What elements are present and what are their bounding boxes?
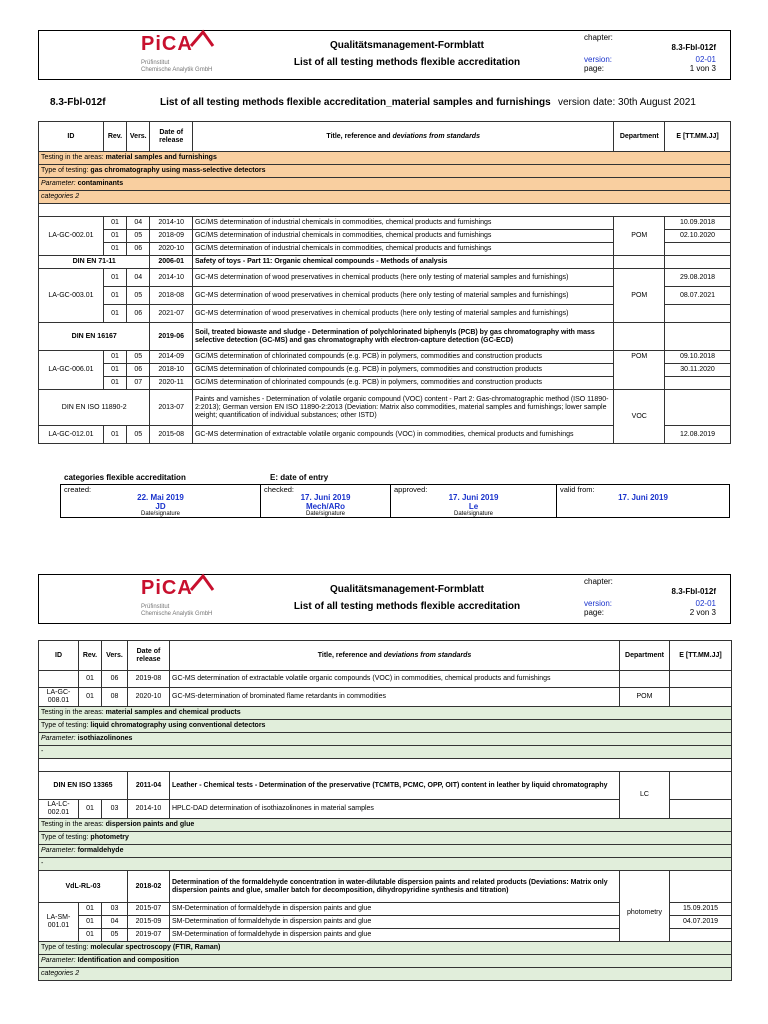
standard-row: DIN EN 16167 2019-06 Soil, treated biowaste and sludge - Determination of polychlorinated biphenyls (PCB) by gas chromatography with mass selective detection (GC-MS) and gas chromatography with electron-capture detection (GC-ECD) [39, 323, 731, 351]
col-id: ID [39, 122, 104, 152]
section-parameter: Parameter: contaminants [39, 178, 731, 191]
page-value: 1 von 3 [689, 64, 716, 73]
checked-cell: checked: 17. Juni 2019 Mech/ARo Date/signature [261, 485, 391, 517]
doc-code: 8.3-Fbl-012f [50, 97, 106, 108]
section-dash: - [39, 746, 732, 759]
version-date: version date: 30th August 2021 [558, 97, 696, 108]
logo-triangle-icon [189, 572, 215, 598]
standard-row: DIN EN 71-11 2006-01 Safety of toys - Part 11: Organic chemical compounds - Methods of analysis [39, 256, 731, 269]
signature-box [60, 484, 730, 518]
logo-text: PiCA [141, 577, 193, 599]
logo-sub-2: Chemische Analytik GmbH [141, 611, 213, 617]
col-title: Title, reference and deviations from standards [170, 641, 620, 671]
table-row: 01 07 2020-11 GC/MS determination of chlorinated compounds (e.g. PCB) in polymers, commodities and construction products [39, 377, 731, 390]
approved-cell: approved: 17. Juni 2019 Le Date/signature [391, 485, 557, 517]
col-dept: Department [620, 641, 670, 671]
header-title: Qualitätsmanagement-Formblatt [330, 40, 484, 51]
version-label: version: [584, 599, 613, 608]
chapter-code: 8.3-Fbl-012f [671, 43, 716, 52]
col-vers: Vers. [127, 122, 150, 152]
col-date: Date of release [128, 641, 170, 671]
version-value: 02-01 [695, 599, 716, 608]
methods-table-p1 [38, 121, 731, 444]
footer-entry-label: E: date of entry [270, 473, 329, 482]
section-parameter: Parameter: Identification and composition [39, 955, 732, 968]
standard-row: VdL-RL-03 2018-02 Determination of the formaldehyde concentration in water-dilutable dispersion paints and related products (Deviations: Matrix only dispersion paints and glue, smaller batch for decomposition, dihydropyridine synthesis and titration) photometry [39, 871, 732, 903]
table-row: LA-GC-006.01 01 05 2014-09 GC/MS determination of chlorinated compounds (e.g. PCB) in polymers, commodities and construction products POM 09.10.2018 [39, 351, 731, 364]
version-value: 02-01 [695, 55, 716, 64]
table-row: 01 05 2019-07 SM-Determination of formaldehyde in dispersion paints and glue [39, 929, 732, 942]
section-type: Type of testing: molecular spectroscopy (FTIR, Raman) [39, 942, 732, 955]
page-2 [0, 568, 768, 1024]
table-header [39, 122, 731, 152]
header-title: Qualitätsmanagement-Formblatt [330, 584, 484, 595]
header-subtitle: List of all testing methods flexible accreditation [293, 601, 521, 612]
table-row: 01 04 2015-09 SM-Determination of formaldehyde in dispersion paints and glue 04.07.2019 [39, 916, 732, 929]
table-row: LA-GC-003.01 01 04 2014-10 GC-MS determination of wood preservatives in chemical products (here only testing of material samples and furnishings) POM 29.08.2018 [39, 269, 731, 287]
pica-logo [39, 31, 234, 79]
section-category: categories 2 [39, 191, 731, 204]
chapter-label: chapter: [584, 577, 613, 586]
page-header [38, 574, 731, 624]
table-row: 01 06 2019-08 GC-MS determination of extractable volatile organic compounds (VOC) in commodities, chemical products and furnishings [39, 671, 732, 688]
section-parameter: Parameter: formaldehyde [39, 845, 732, 858]
chapter-code: 8.3-Fbl-012f [671, 587, 716, 596]
section-area: Testing in the areas: material samples and furnishings [39, 152, 731, 165]
col-e: E [TT.MM.JJ] [670, 641, 732, 671]
section-type: Type of testing: photometry [39, 832, 732, 845]
table-row: 01 05 2018-08 GC-MS determination of wood preservatives in chemical products (here only testing of material samples and furnishings) 08.07.2021 [39, 287, 731, 305]
col-title: Title, reference and deviations from standards [192, 122, 613, 152]
col-e: E [TT.MM.JJ] [665, 122, 731, 152]
section-parameter: Parameter: isothiazolinones [39, 733, 732, 746]
header-subtitle: List of all testing methods flexible accreditation [293, 57, 521, 68]
pica-logo [39, 575, 234, 623]
section-type: Type of testing: gas chromatography using mass-selective detectors [39, 165, 731, 178]
standard-row: DIN EN ISO 11890-2 2013-07 Paints and varnishes - Determination of volatile organic compound (VOC) content - Part 2: Gas-chromatographic method (ISO 11890-2:2013); German version EN ISO 11890-2:2013 (Deviation: Matrix also commodities, material samples and furnishings; lower sample weight; quantification of individual substances; other ISTD) VOC [39, 390, 731, 426]
table-row: LA-GC-012.01 01 05 2015-08 GC-MS determination of extractable volatile organic compounds (VOC) in commodities, chemical products and furnishings 12.08.2019 [39, 426, 731, 444]
methods-table-p2 [38, 640, 732, 981]
chapter-label: chapter: [584, 33, 613, 42]
logo-sub-2: Chemische Analytik GmbH [141, 67, 213, 73]
col-dept: Department [614, 122, 665, 152]
table-row: LA-SM-001.01 01 03 2015-07 SM-Determination of formaldehyde in dispersion paints and glue 15.09.2015 [39, 903, 732, 916]
table-row: 01 06 2021-07 GC-MS determination of wood preservatives in chemical products (here only testing of material samples and furnishings) [39, 305, 731, 323]
logo-text: PiCA [141, 33, 193, 55]
col-rev: Rev. [103, 122, 126, 152]
logo-sub-1: Prüfinstitut [141, 60, 170, 66]
table-row: 01 05 2018-09 GC/MS determination of industrial chemicals in commodities, chemical products and furnishings 02.10.2020 [39, 230, 731, 243]
spacer-row [39, 204, 731, 217]
col-vers: Vers. [102, 641, 128, 671]
section-dash: - [39, 858, 732, 871]
page-value: 2 von 3 [689, 608, 716, 617]
col-rev: Rev. [79, 641, 102, 671]
table-row: LA-GC-008.01 01 08 2020-10 GC-MS-determination of brominated flame retardants in commodities POM [39, 688, 732, 707]
table-row: 01 06 2020-10 GC/MS determination of industrial chemicals in commodities, chemical products and furnishings [39, 243, 731, 256]
logo-triangle-icon [189, 28, 215, 54]
page-label: page: [584, 64, 605, 73]
standard-row: DIN EN ISO 13365 2011-04 Leather - Chemical tests - Determination of the preservative (TCMTB, PCMC, OPP, OIT) content in leather by liquid chromatography LC [39, 772, 732, 800]
col-id: ID [39, 641, 79, 671]
section-area: Testing in the areas: dispersion paints and glue [39, 819, 732, 832]
table-header [39, 641, 732, 671]
section-category: categories 2 [39, 968, 732, 981]
logo-sub-1: Prüfinstitut [141, 604, 170, 610]
section-type: Type of testing: liquid chromatography using conventional detectors [39, 720, 732, 733]
table-row: LA-GC-002.01 01 04 2014-10 GC/MS determination of industrial chemicals in commodities, chemical products and furnishings POM 10.09.2018 [39, 217, 731, 230]
table-row: 01 06 2018-10 GC/MS determination of chlorinated compounds (e.g. PCB) in polymers, commodities and construction products 30.11.2020 [39, 364, 731, 377]
section-area: Testing in the areas: material samples and chemical products [39, 707, 732, 720]
footer-categories-label: categories flexible accreditation [64, 473, 186, 482]
table-row: LA-LC-002.01 01 03 2014-10 HPLC-DAD determination of isothiazolinones in material samples [39, 800, 732, 819]
page-label: page: [584, 608, 605, 617]
valid-cell: valid from: 17. Juni 2019 [560, 485, 668, 502]
doc-title-text: List of all testing methods flexible accreditation_material samples and furnishings [160, 97, 551, 108]
col-date: Date of release [150, 122, 193, 152]
created-cell: created: 22. Mai 2019 JD Date/signature [61, 485, 261, 517]
version-label: version: [584, 55, 613, 64]
spacer-row [39, 759, 732, 772]
page-header [38, 30, 731, 80]
